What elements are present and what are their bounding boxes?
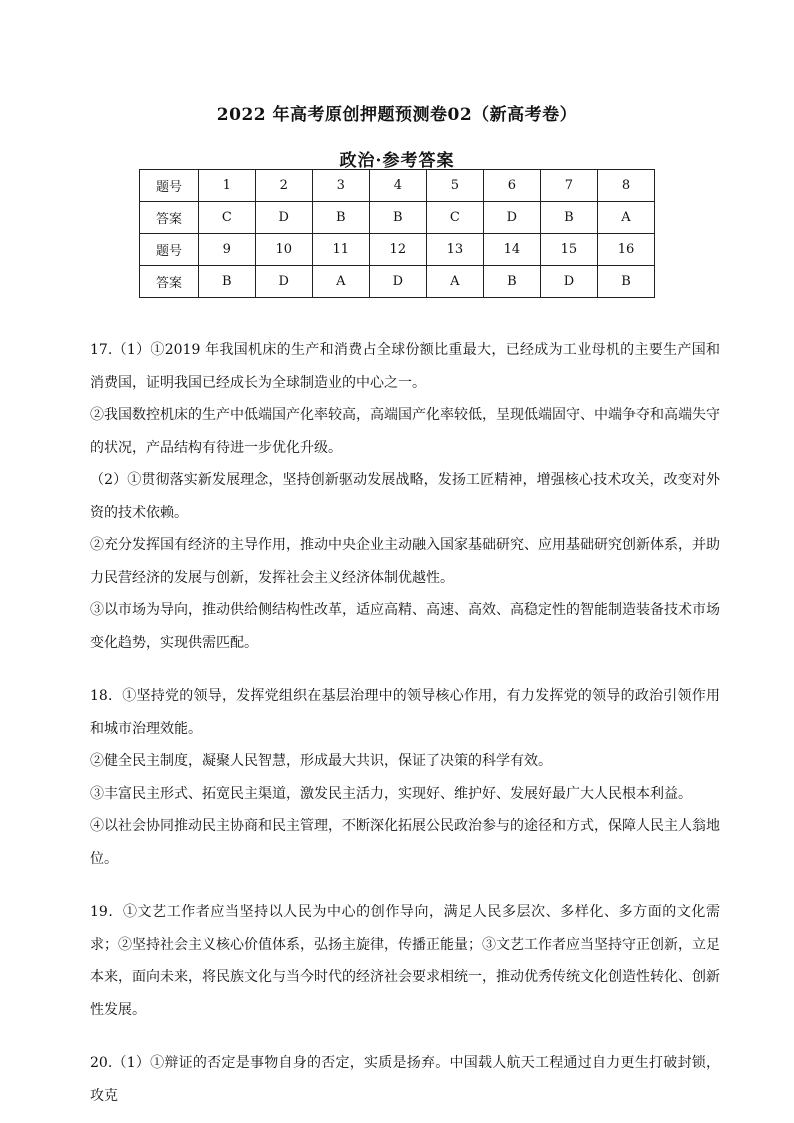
answer-table-cell: A <box>597 202 654 234</box>
answer-table-cell: 7 <box>540 170 597 202</box>
answer-table-cell: 11 <box>312 234 369 266</box>
answer-table-row <box>140 266 655 298</box>
answer-table-cell: 1 <box>198 170 255 202</box>
answer-table-cell: A <box>426 266 483 298</box>
answer-table-cell: 15 <box>540 234 597 266</box>
answer-table-cell: B <box>198 266 255 298</box>
answer-text <box>90 334 720 1112</box>
answer-table <box>139 169 655 298</box>
q17-part3: （2）①贯彻落实新发展理念，坚持创新驱动发展战略，发扬工匠精神，增强核心技术攻关，改变对外资的技术依赖。 <box>90 472 720 521</box>
answer-table-row-header: 题号 <box>140 234 199 266</box>
answer-table-cell: A <box>312 266 369 298</box>
answer-table-row <box>140 170 655 202</box>
answer-table-row-header: 题号 <box>140 170 199 202</box>
q17-part5: ③以市场为导向，推动供给侧结构性改革，适应高精、高速、高效、高稳定性的智能制造装备技术市场变化趋势，实现供需匹配。 <box>90 602 720 651</box>
answer-table-cell: B <box>312 202 369 234</box>
answer-table-cell: D <box>255 202 312 234</box>
answer-table-cell: 12 <box>369 234 426 266</box>
q19-part1: 19．①文艺工作者应当坚持以人民为中心的创作导向，满足人民多层次、多样化、多方面的文化需求；②坚持社会主义核心价值体系，弘扬主旋律，传播正能量；③文艺工作者应当坚持守正创新，立足本来，面向未来，将民族文化与当今时代的经济社会要求相统一，推动优秀传统文化创造性转化、创新性发展。 <box>90 904 720 1018</box>
answer-table-cell: 6 <box>483 170 540 202</box>
answer-table-cell: C <box>426 202 483 234</box>
answer-table-cell: 13 <box>426 234 483 266</box>
answer-table-cell: 5 <box>426 170 483 202</box>
answer-table-cell: 8 <box>597 170 654 202</box>
q17-part1: 17.（1）①2019 年我国机床的生产和消费占全球份额比重最大，已经成为工业母机的主要生产国和消费国，证明我国已经成长为全球制造业的中心之一。 <box>90 342 720 391</box>
answer-table-cell: 2 <box>255 170 312 202</box>
answer-table-cell: 4 <box>369 170 426 202</box>
answer-table-cell: D <box>483 202 540 234</box>
answer-table-row <box>140 234 655 266</box>
document-subtitle: 政治·参考答案 <box>339 151 455 171</box>
q18-part3: ③丰富民主形式、拓宽民主渠道，激发民主活力，实现好、维护好、发展好最广大人民根本利益。 <box>90 785 692 802</box>
spacer <box>90 1026 720 1047</box>
q17-part2: ②我国数控机床的生产中低端国产化率较高，高端国产化率较低，呈现低端固守、中端争夺和高端失守的状况，产品结构有待进一步优化升级。 <box>90 407 720 456</box>
answer-table-cell: B <box>483 266 540 298</box>
answer-table-cell: B <box>540 202 597 234</box>
q17-part4: ②充分发挥国有经济的主导作用，推动中央企业主动融入国家基础研究、应用基础研究创新体系，并助力民营经济的发展与创新，发挥社会主义经济体制优越性。 <box>90 537 720 586</box>
answer-table-cell: D <box>369 266 426 298</box>
answer-table-cell: 9 <box>198 234 255 266</box>
q18-part2: ②健全民主制度，凝聚人民智慧，形成最大共识，保证了决策的科学有效。 <box>90 753 552 769</box>
answer-table-cell: 3 <box>312 170 369 202</box>
answer-table-cell: 16 <box>597 234 654 266</box>
answer-table-row <box>140 202 655 234</box>
answer-table-row-header: 答案 <box>140 266 199 298</box>
document-title: 2022 年高考原创押题预测卷02（新高考卷） <box>216 105 578 125</box>
spacer <box>90 875 720 896</box>
q18-part4: ④以社会协同推动民主协商和民主管理，不断深化拓展公民政治参与的途径和方式，保障人民主人翁地位。 <box>90 818 720 867</box>
answer-table-cell: C <box>198 202 255 234</box>
answer-table-cell: B <box>597 266 654 298</box>
q20-part1: 20.（1）①辩证的否定是事物自身的否定，实质是扬弃。中国载人航天工程通过自力更生打破封锁，攻克 <box>90 1055 720 1104</box>
answer-table-row-header: 答案 <box>140 202 199 234</box>
answer-table-cell: 14 <box>483 234 540 266</box>
answer-table-cell: 10 <box>255 234 312 266</box>
answer-table-cell: D <box>255 266 312 298</box>
answer-table-cell: B <box>369 202 426 234</box>
answer-table-cell: D <box>540 266 597 298</box>
q18-part1: 18．①坚持党的领导，发挥党组织在基层治理中的领导核心作用，有力发挥党的领导的政治引领作用和城市治理效能。 <box>90 688 720 737</box>
spacer <box>90 659 720 680</box>
